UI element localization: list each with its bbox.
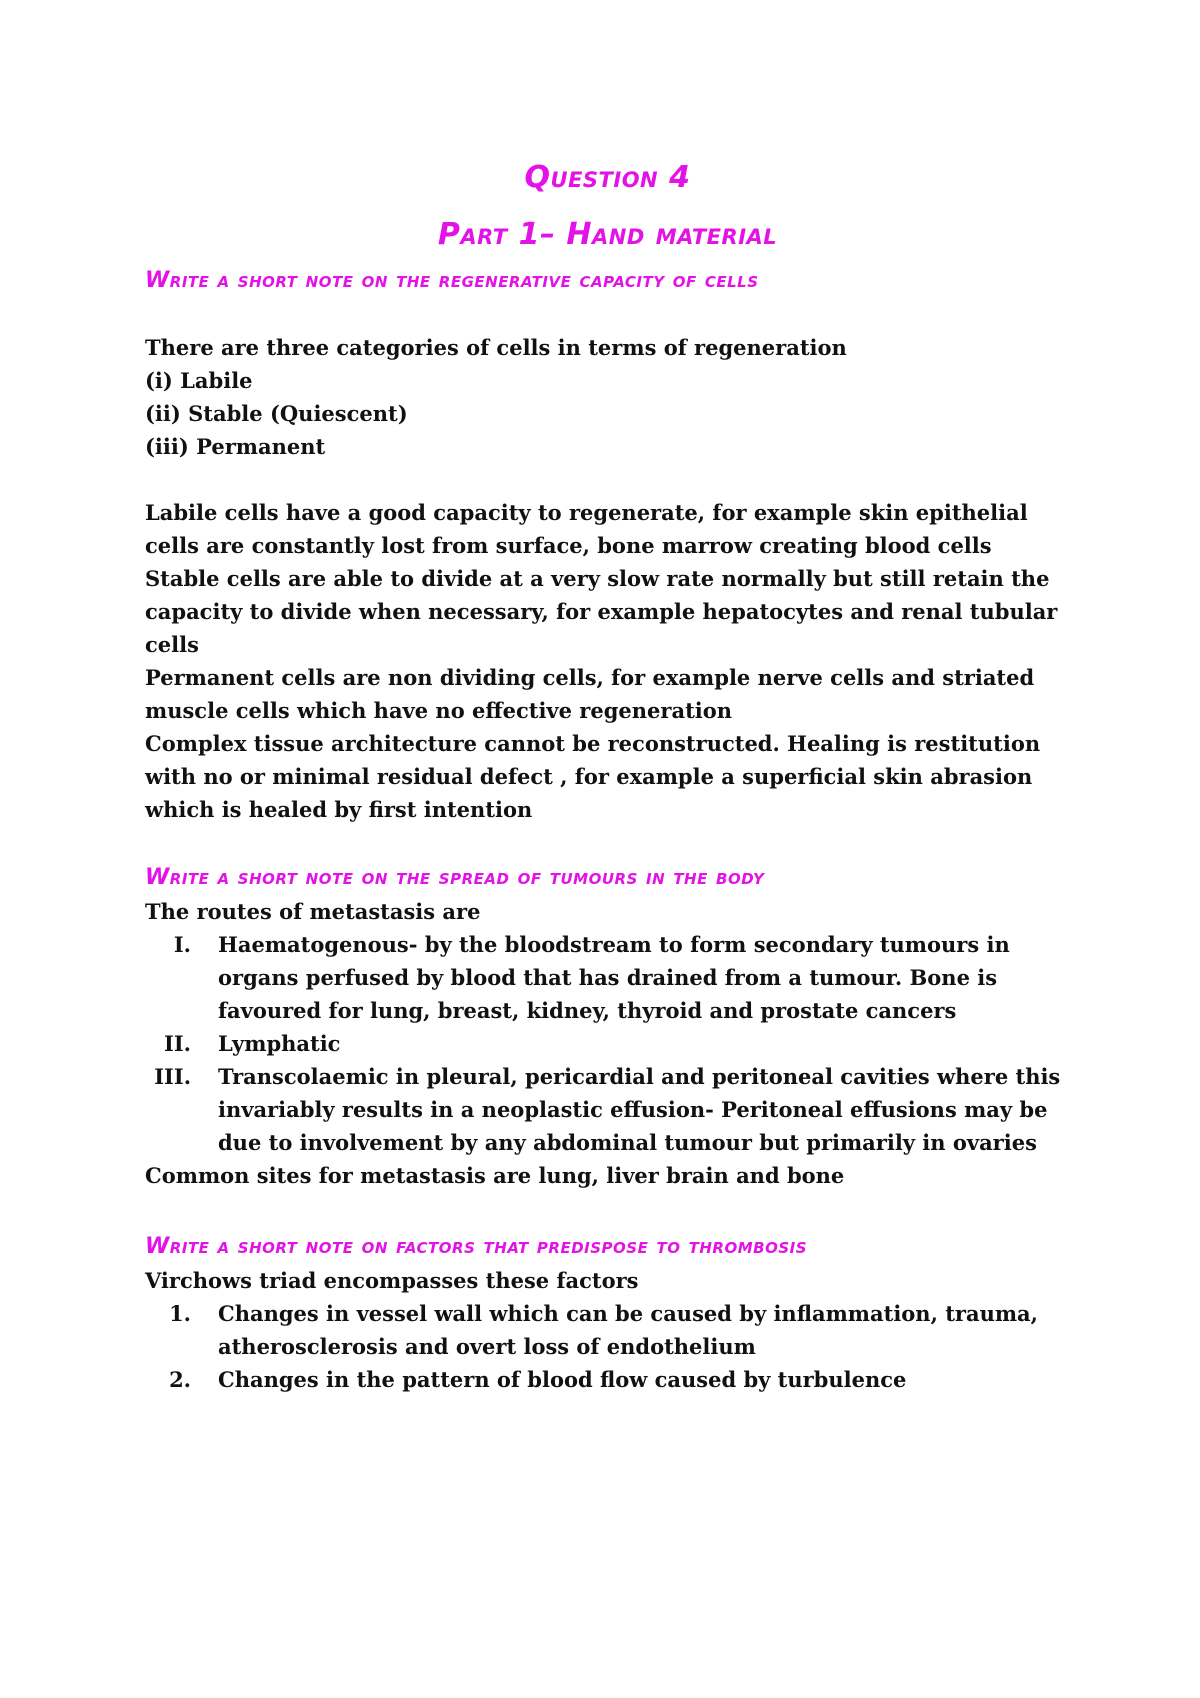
paragraph-labile: Labile cells have a good capacity to regenerate, for example skin epithelial cells are constantly lost from surface, bone marrow creating blood cells	[145, 500, 1028, 558]
list-number: I.	[173, 932, 191, 957]
list-item	[145, 1297, 1070, 1363]
list-item	[145, 1060, 1070, 1159]
category-item: (iii) Permanent	[145, 434, 326, 459]
part-title: Part 1– Hand material	[437, 217, 778, 252]
section-outro: Common sites for metastasis are lung, liver brain and bone	[145, 1163, 845, 1188]
section-thrombosis-factors	[145, 1230, 1070, 1396]
section-intro: Virchows triad encompasses these factors	[145, 1268, 639, 1293]
section-tumour-spread	[145, 861, 1070, 1230]
list-item	[145, 928, 1070, 1027]
list-text: Lymphatic	[218, 1031, 341, 1056]
list-text: Haematogenous- by the bloodstream to form secondary tumours in organs perfused by blood that has drained from a tumour. Bone is favoured for lung, breast, kidney, thyroid and prostate cancers	[218, 932, 1010, 1023]
paragraph-permanent: Permanent cells are non dividing cells, for example nerve cells and striated muscle cells which have no effective regeneration	[145, 665, 1035, 723]
category-item: (ii) Stable (Quiescent)	[145, 401, 408, 426]
section-intro: There are three categories of cells in terms of regeneration	[145, 335, 847, 360]
section-regenerative-capacity	[145, 264, 1070, 861]
category-item: (i) Labile	[145, 368, 253, 393]
section-heading: Write a short note on the spread of tumours in the body	[145, 865, 765, 890]
list-number: II.	[164, 1031, 191, 1056]
virchows-triad-list	[145, 1297, 1070, 1396]
list-number: 2.	[169, 1367, 191, 1392]
list-text: Changes in the pattern of blood flow caused by turbulence	[218, 1367, 907, 1392]
metastasis-routes-list	[145, 928, 1070, 1159]
section-intro: The routes of metastasis are	[145, 899, 481, 924]
spacer	[145, 463, 1070, 496]
paragraph-stable: Stable cells are able to divide at a very slow rate normally but still retain the capacity to divide when necessary, for example hepatocytes and renal tubular cells	[145, 566, 1058, 657]
spacer	[145, 298, 1070, 331]
list-item	[145, 1027, 1070, 1060]
section-heading: Write a short note on factors that predispose to thrombosis	[145, 1234, 808, 1259]
list-text: Transcolaemic in pleural, pericardial and peritoneal cavities where this invariably results in a neoplastic effusion- Peritoneal effusions may be due to involvement by any abdominal tumour but primarily in ovaries	[218, 1064, 1061, 1155]
section-heading: Write a short note on the regenerative capacity of cells	[145, 268, 759, 293]
spacer	[145, 1192, 1070, 1230]
question-title: Question 4	[524, 160, 691, 195]
spacer	[145, 826, 1070, 861]
list-number: 1.	[169, 1301, 191, 1326]
list-number: III.	[154, 1064, 191, 1089]
list-text: Changes in vessel wall which can be caused by inflammation, trauma, atherosclerosis and overt loss of endothelium	[218, 1301, 1038, 1359]
list-item	[145, 1363, 1070, 1396]
paragraph-complex-tissue: Complex tissue architecture cannot be reconstructed. Healing is restitution with no or minimal residual defect , for example a superficial skin abrasion which is healed by first intention	[145, 731, 1041, 822]
